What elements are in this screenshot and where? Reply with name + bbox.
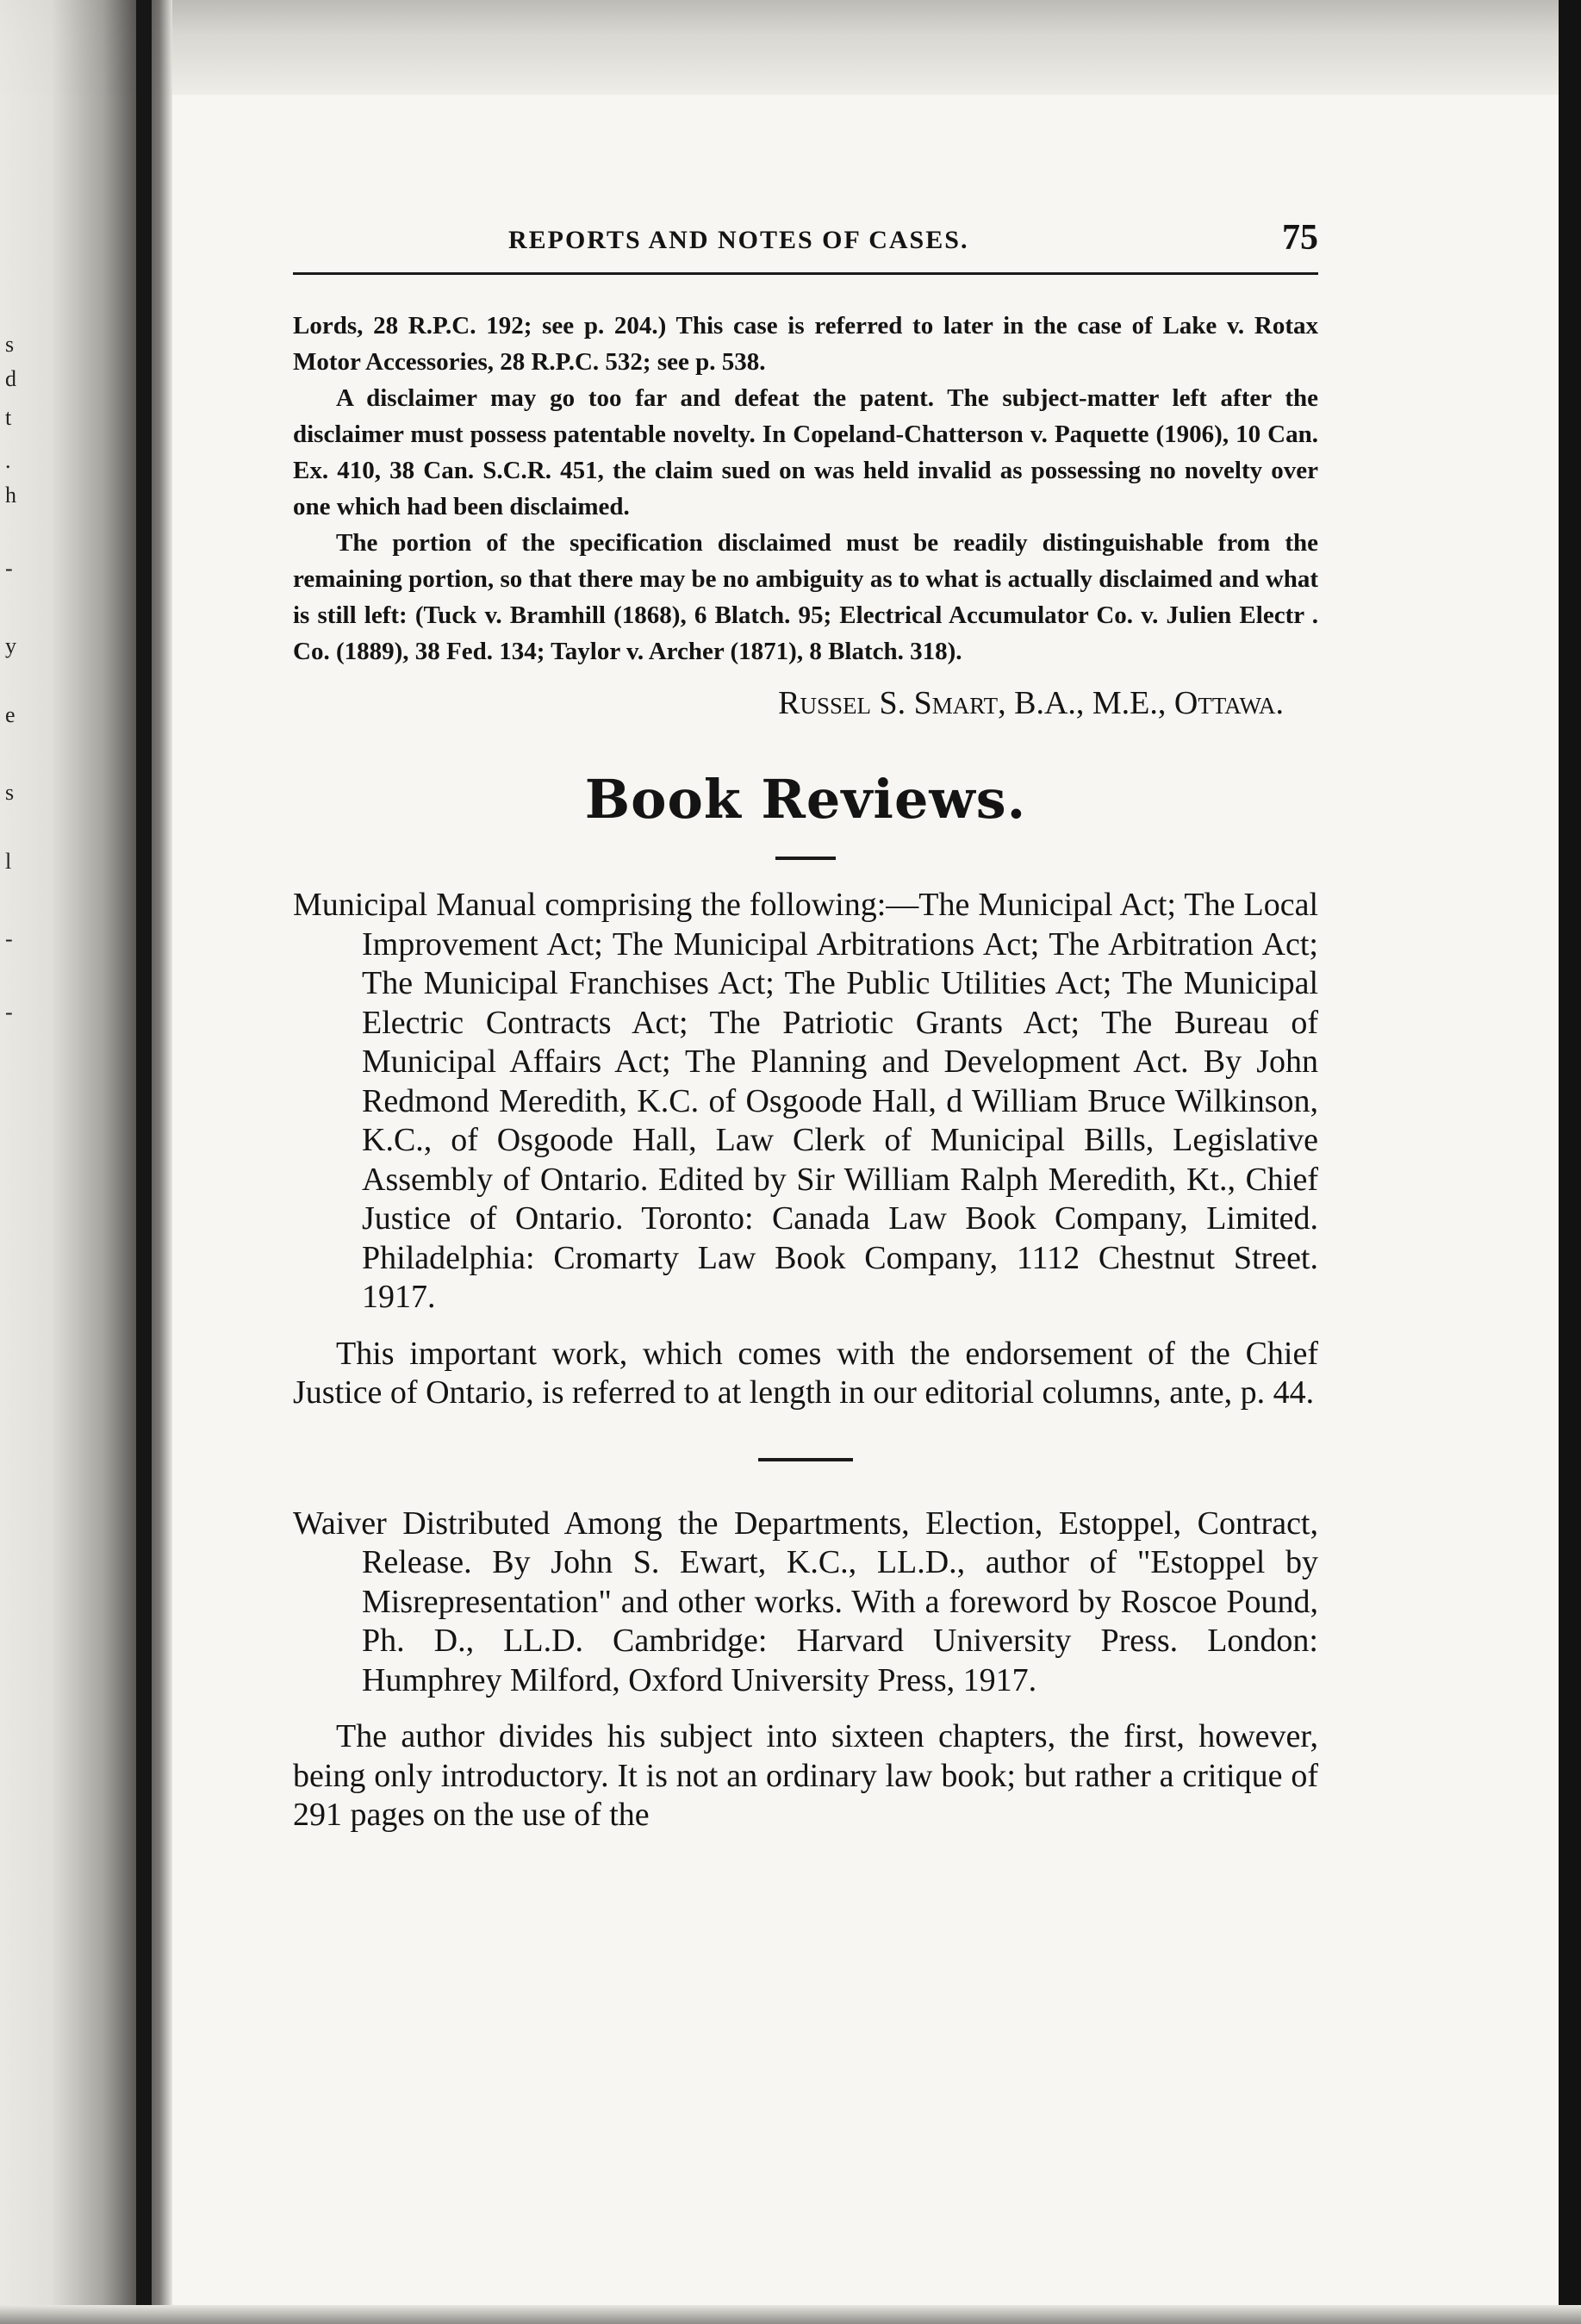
section-heading: Book Reviews. [584, 768, 1027, 831]
margin-char: - [5, 1000, 13, 1025]
scan-bottom-edge [0, 2305, 1581, 2324]
margin-char: s [5, 780, 15, 805]
heading-rule [775, 857, 836, 860]
margin-char: - [5, 926, 13, 951]
margin-char: y [5, 633, 16, 658]
review-entry: Municipal Manual comprising the following:—The Municipal Act; The Local Improvement Act; The Municipal Arbitrations Act; The Arbitration Act; The Municipal Franchises Act; The Public Utilities Act; The Municipal Electric Contracts Act; The Patriotic Grants Act; The Bureau of Municipal Affairs Act; The Planning and Development Act. By John Redmond Meredith, K.C. of Osgoode Hall, d William Bruce Wilkinson, K.C., of Osgoode Hall, Law Clerk of Municipal Bills, Legislative Assembly of Ontario. Edited by Sir William Ralph Meredith, Kt., Chief Justice of Ontario. Toronto: Canada Law Book Company, Limited. Philadelphia: Cromarty Law Book Company, 1112 Chestnut Street. 1917. [293, 887, 1318, 1315]
header-rule [293, 272, 1318, 275]
review-entry: Waiver Distributed Among the Departments, Election, Estoppel, Contract, Release. By John S. Ewart, K.C., LL.D., author of "Estoppel by Misrepresentation" and other works. With a foreword by Roscoe Pound, Ph. D., LL.D. Cambridge: Harvard University Press. London: Humphrey Milford, Oxford University Press, 1917. [293, 1505, 1318, 1698]
page-number: 75 [1282, 218, 1318, 258]
margin-char: d [5, 366, 16, 391]
scan-top-shadow [0, 0, 1581, 95]
margin-char: h [5, 483, 16, 508]
running-head [293, 215, 1318, 267]
margin-char: - [5, 556, 13, 581]
review-body: This important work, which comes with the endorsement of the Chief Justice of Ontario, is referred to at length in our editorial columns, ante, p. 44. [293, 1335, 1318, 1411]
margin-char: . [5, 448, 11, 473]
facing-page-margin [5, 0, 24, 2324]
signature: Russel S. Smart, B.A., M.E., Ottawa. [778, 685, 1284, 721]
margin-char: s [5, 332, 15, 357]
margin-char: l [5, 849, 12, 874]
case-notes [293, 308, 1318, 670]
note-paragraph: Lords, 28 R.P.C. 192; see p. 204.) This case is referred to later in the case of Lake v. Rotax Motor Accessories, 28 R.P.C. 532; see p. 538. [293, 312, 1318, 376]
running-head-title: REPORTS AND NOTES OF CASES. [508, 226, 969, 254]
review-body: The author divides his subject into sixteen chapters, the first, however, being only introductory. It is not an ordinary law book; but rather a critique of 291 pages on the use of the [293, 1718, 1318, 1833]
margin-char: e [5, 702, 16, 727]
page [293, 215, 1318, 1835]
review-separator-rule [758, 1458, 853, 1461]
book-reviews [293, 886, 1318, 1835]
scan-binding-edge [136, 0, 152, 2324]
margin-char: t [5, 405, 12, 430]
scan-right-edge [1559, 0, 1581, 2324]
note-paragraph: The portion of the specification disclaimed must be readily distinguishable from the remaining portion, so that there may be no ambiguity as to what is actually disclaimed and what is still left: (Tuck v. Bramhill (1868), 6 Blatch. 95; Electrical Accumulator Co. v. Julien Electr . Co. (1889), 38 Fed. 134; Taylor v. Archer (1871), 8 Blatch. 318). [293, 529, 1318, 665]
note-paragraph: A disclaimer may go too far and defeat the patent. The subject-matter left after the disclaimer must possess patentable novelty. In Copeland-Chatterson v. Paquette (1906), 10 Can. Ex. 410, 38 Can. S.C.R. 451, the claim sued on was held invalid as possessing no novelty over one which had been disclaimed. [293, 384, 1318, 520]
